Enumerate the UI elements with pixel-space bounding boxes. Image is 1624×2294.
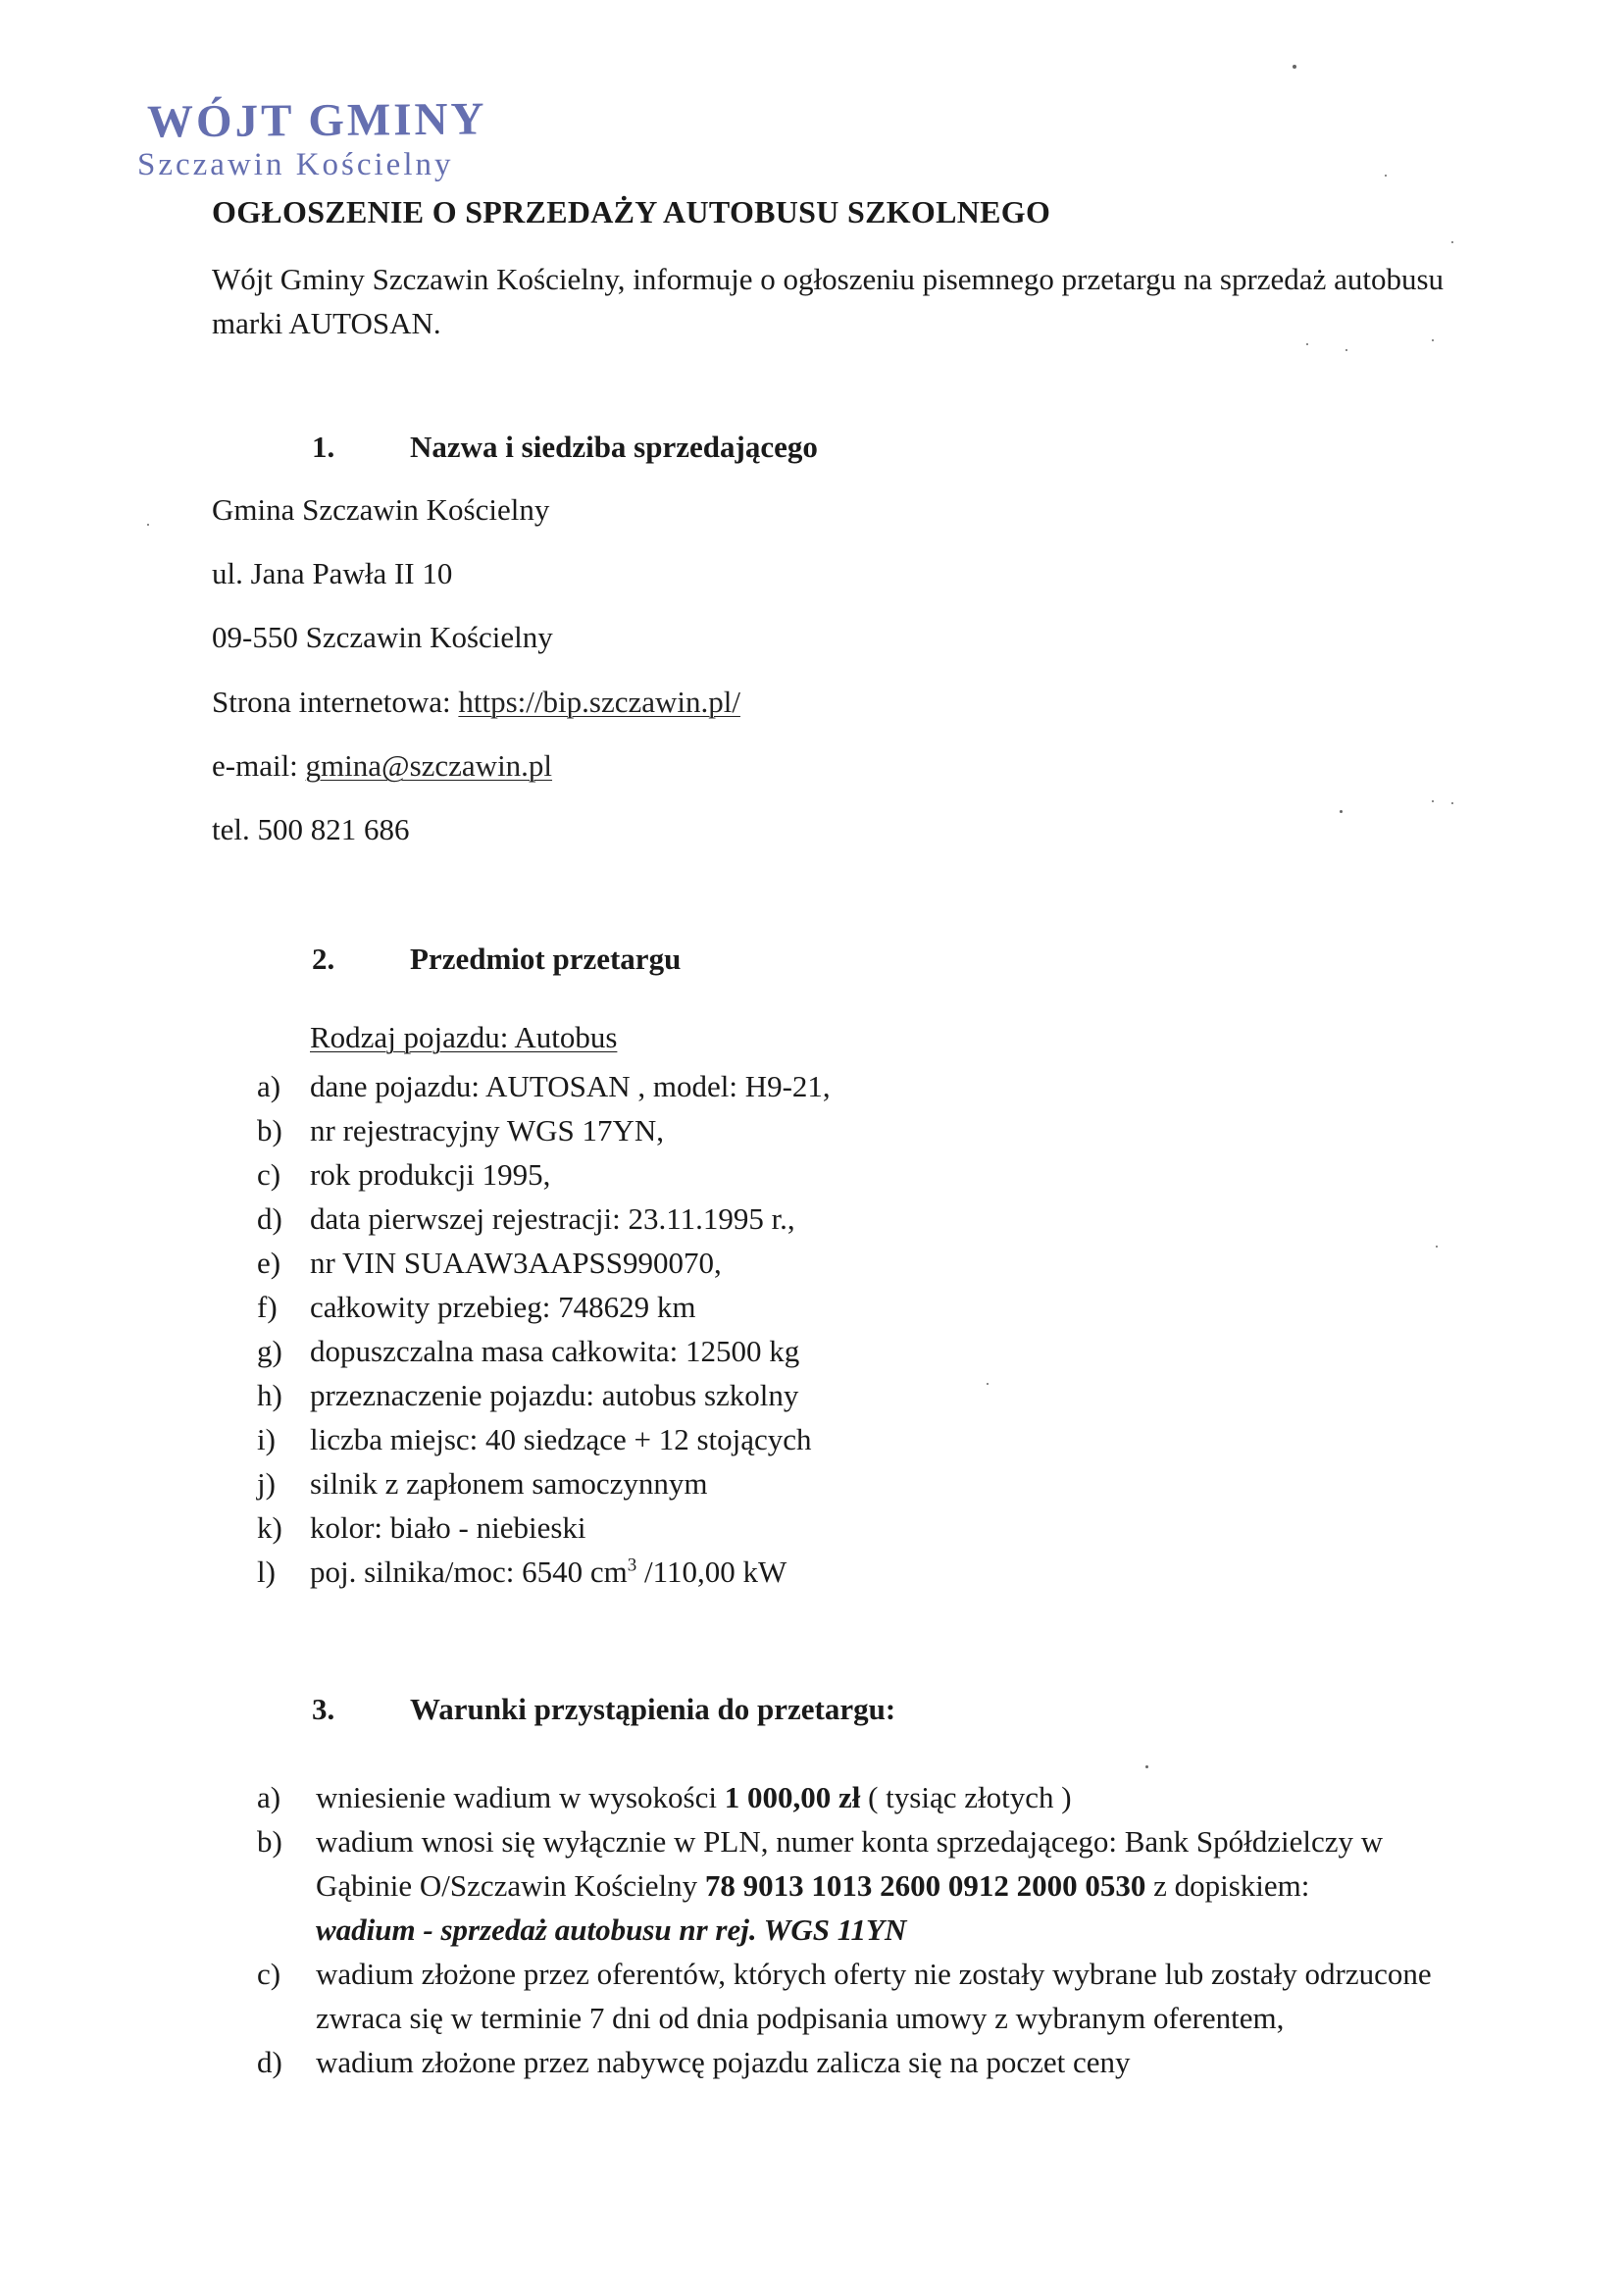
list-item: a) wniesienie wadium w wysokości 1 000,00 zł ( tysiąc złotych ) bbox=[257, 1780, 1072, 1814]
email-link[interactable]: gmina@szczawin.pl bbox=[305, 748, 553, 783]
list-item: e) nr VIN SUAAW3AAPSS990070, bbox=[257, 1246, 722, 1280]
website-label: Strona internetowa: bbox=[212, 685, 451, 719]
list-item: d) data pierwszej rejestracji: 23.11.1995 r., bbox=[257, 1201, 795, 1236]
section3-title: Warunki przystąpienia do przetargu: bbox=[410, 1692, 896, 1726]
stamp-line2: Szczawin Kościelny bbox=[137, 147, 454, 182]
official-stamp bbox=[137, 93, 487, 184]
scan-speck bbox=[1432, 339, 1434, 341]
website-link[interactable]: https://bip.szczawin.pl/ bbox=[458, 685, 740, 719]
list-item: c) wadium złożone przez oferentów, których oferty nie zostały wybrane lub zostały odrzucone zwraca się w terminie 7 dni od dnia podpisania umowy z wybranym oferentem, bbox=[257, 1957, 1432, 2035]
scan-speck bbox=[987, 1383, 989, 1385]
list-item: a) dane pojazdu: AUTOSAN , model: H9-21, bbox=[257, 1069, 831, 1103]
section1-heading bbox=[312, 430, 818, 465]
list-item: k) kolor: biało - niebieski bbox=[257, 1510, 586, 1545]
conditions-list bbox=[257, 1775, 1463, 2084]
list-item: f) całkowity przebieg: 748629 km bbox=[257, 1290, 696, 1324]
section2-heading bbox=[312, 942, 681, 977]
vehicle-details-list bbox=[257, 1064, 831, 1594]
section3-number: 3. bbox=[312, 1692, 335, 1726]
scan-speck bbox=[1145, 1765, 1148, 1768]
list-item: g) dopuszczalna masa całkowita: 12500 kg bbox=[257, 1334, 800, 1368]
scan-speck bbox=[1451, 802, 1453, 804]
seller-phone: tel. 500 821 686 bbox=[212, 812, 410, 846]
section2-number: 2. bbox=[312, 942, 335, 976]
scan-speck bbox=[1340, 810, 1343, 813]
stamp-line1: WÓJT GMINY bbox=[146, 93, 487, 148]
scan-speck bbox=[147, 524, 149, 526]
seller-website-line bbox=[212, 685, 740, 720]
section1-number: 1. bbox=[312, 430, 335, 464]
list-item: l) poj. silnika/moc: 6540 $cm^3$ /110,00 kW bbox=[257, 1555, 787, 1589]
seller-street: ul. Jana Pawła II 10 bbox=[212, 556, 453, 590]
section2-title: Przedmiot przetargu bbox=[410, 942, 682, 976]
scan-speck bbox=[1451, 241, 1453, 243]
document-title: OGŁOSZENIE O SPRZEDAŻY AUTOBUSU SZKOLNEGO bbox=[212, 194, 1051, 229]
intro-paragraph: Wójt Gminy Szczawin Kościelny, informuje o ogłoszeniu pisemnego przetargu na sprzedaż autobusu marki AUTOSAN. bbox=[212, 262, 1445, 340]
scan-speck bbox=[1306, 343, 1308, 345]
list-item: j) silnik z zapłonem samoczynnym bbox=[257, 1466, 708, 1501]
seller-email-line bbox=[212, 748, 552, 784]
scan-speck bbox=[1385, 175, 1387, 177]
email-label: e-mail: bbox=[212, 748, 298, 783]
scan-speck bbox=[1436, 1246, 1438, 1248]
section1-title: Nazwa i siedziba sprzedającego bbox=[410, 430, 818, 464]
list-item: i) liczba miejsc: 40 siedzące + 12 stojących bbox=[257, 1422, 812, 1456]
vehicle-type: Rodzaj pojazdu: Autobus bbox=[310, 1020, 618, 1054]
seller-city: 09-550 Szczawin Kościelny bbox=[212, 620, 553, 654]
seller-name: Gmina Szczawin Kościelny bbox=[212, 492, 550, 527]
section3-heading bbox=[312, 1692, 895, 1727]
scan-speck bbox=[1345, 349, 1347, 351]
list-item: b) wadium wnosi się wyłącznie w PLN, numer konta sprzedającego: Bank Spółdzielczy w Gąbinie O/Szczawin Kościelny 78 9013 1013 2600 0912 2000 0530 z dopiskiem: wadium - sprzedaż autobusu nr rej. WGS 11YN bbox=[257, 1824, 1384, 1947]
list-item: h) przeznaczenie pojazdu: autobus szkolny bbox=[257, 1378, 799, 1412]
scan-speck bbox=[1432, 800, 1434, 802]
scan-speck bbox=[1293, 65, 1296, 69]
list-item: c) rok produkcji 1995, bbox=[257, 1157, 551, 1192]
list-item: d) wadium złożone przez nabywcę pojazdu zalicza się na poczet ceny bbox=[257, 2045, 1131, 2079]
list-item: b) nr rejestracyjny WGS 17YN, bbox=[257, 1113, 665, 1147]
